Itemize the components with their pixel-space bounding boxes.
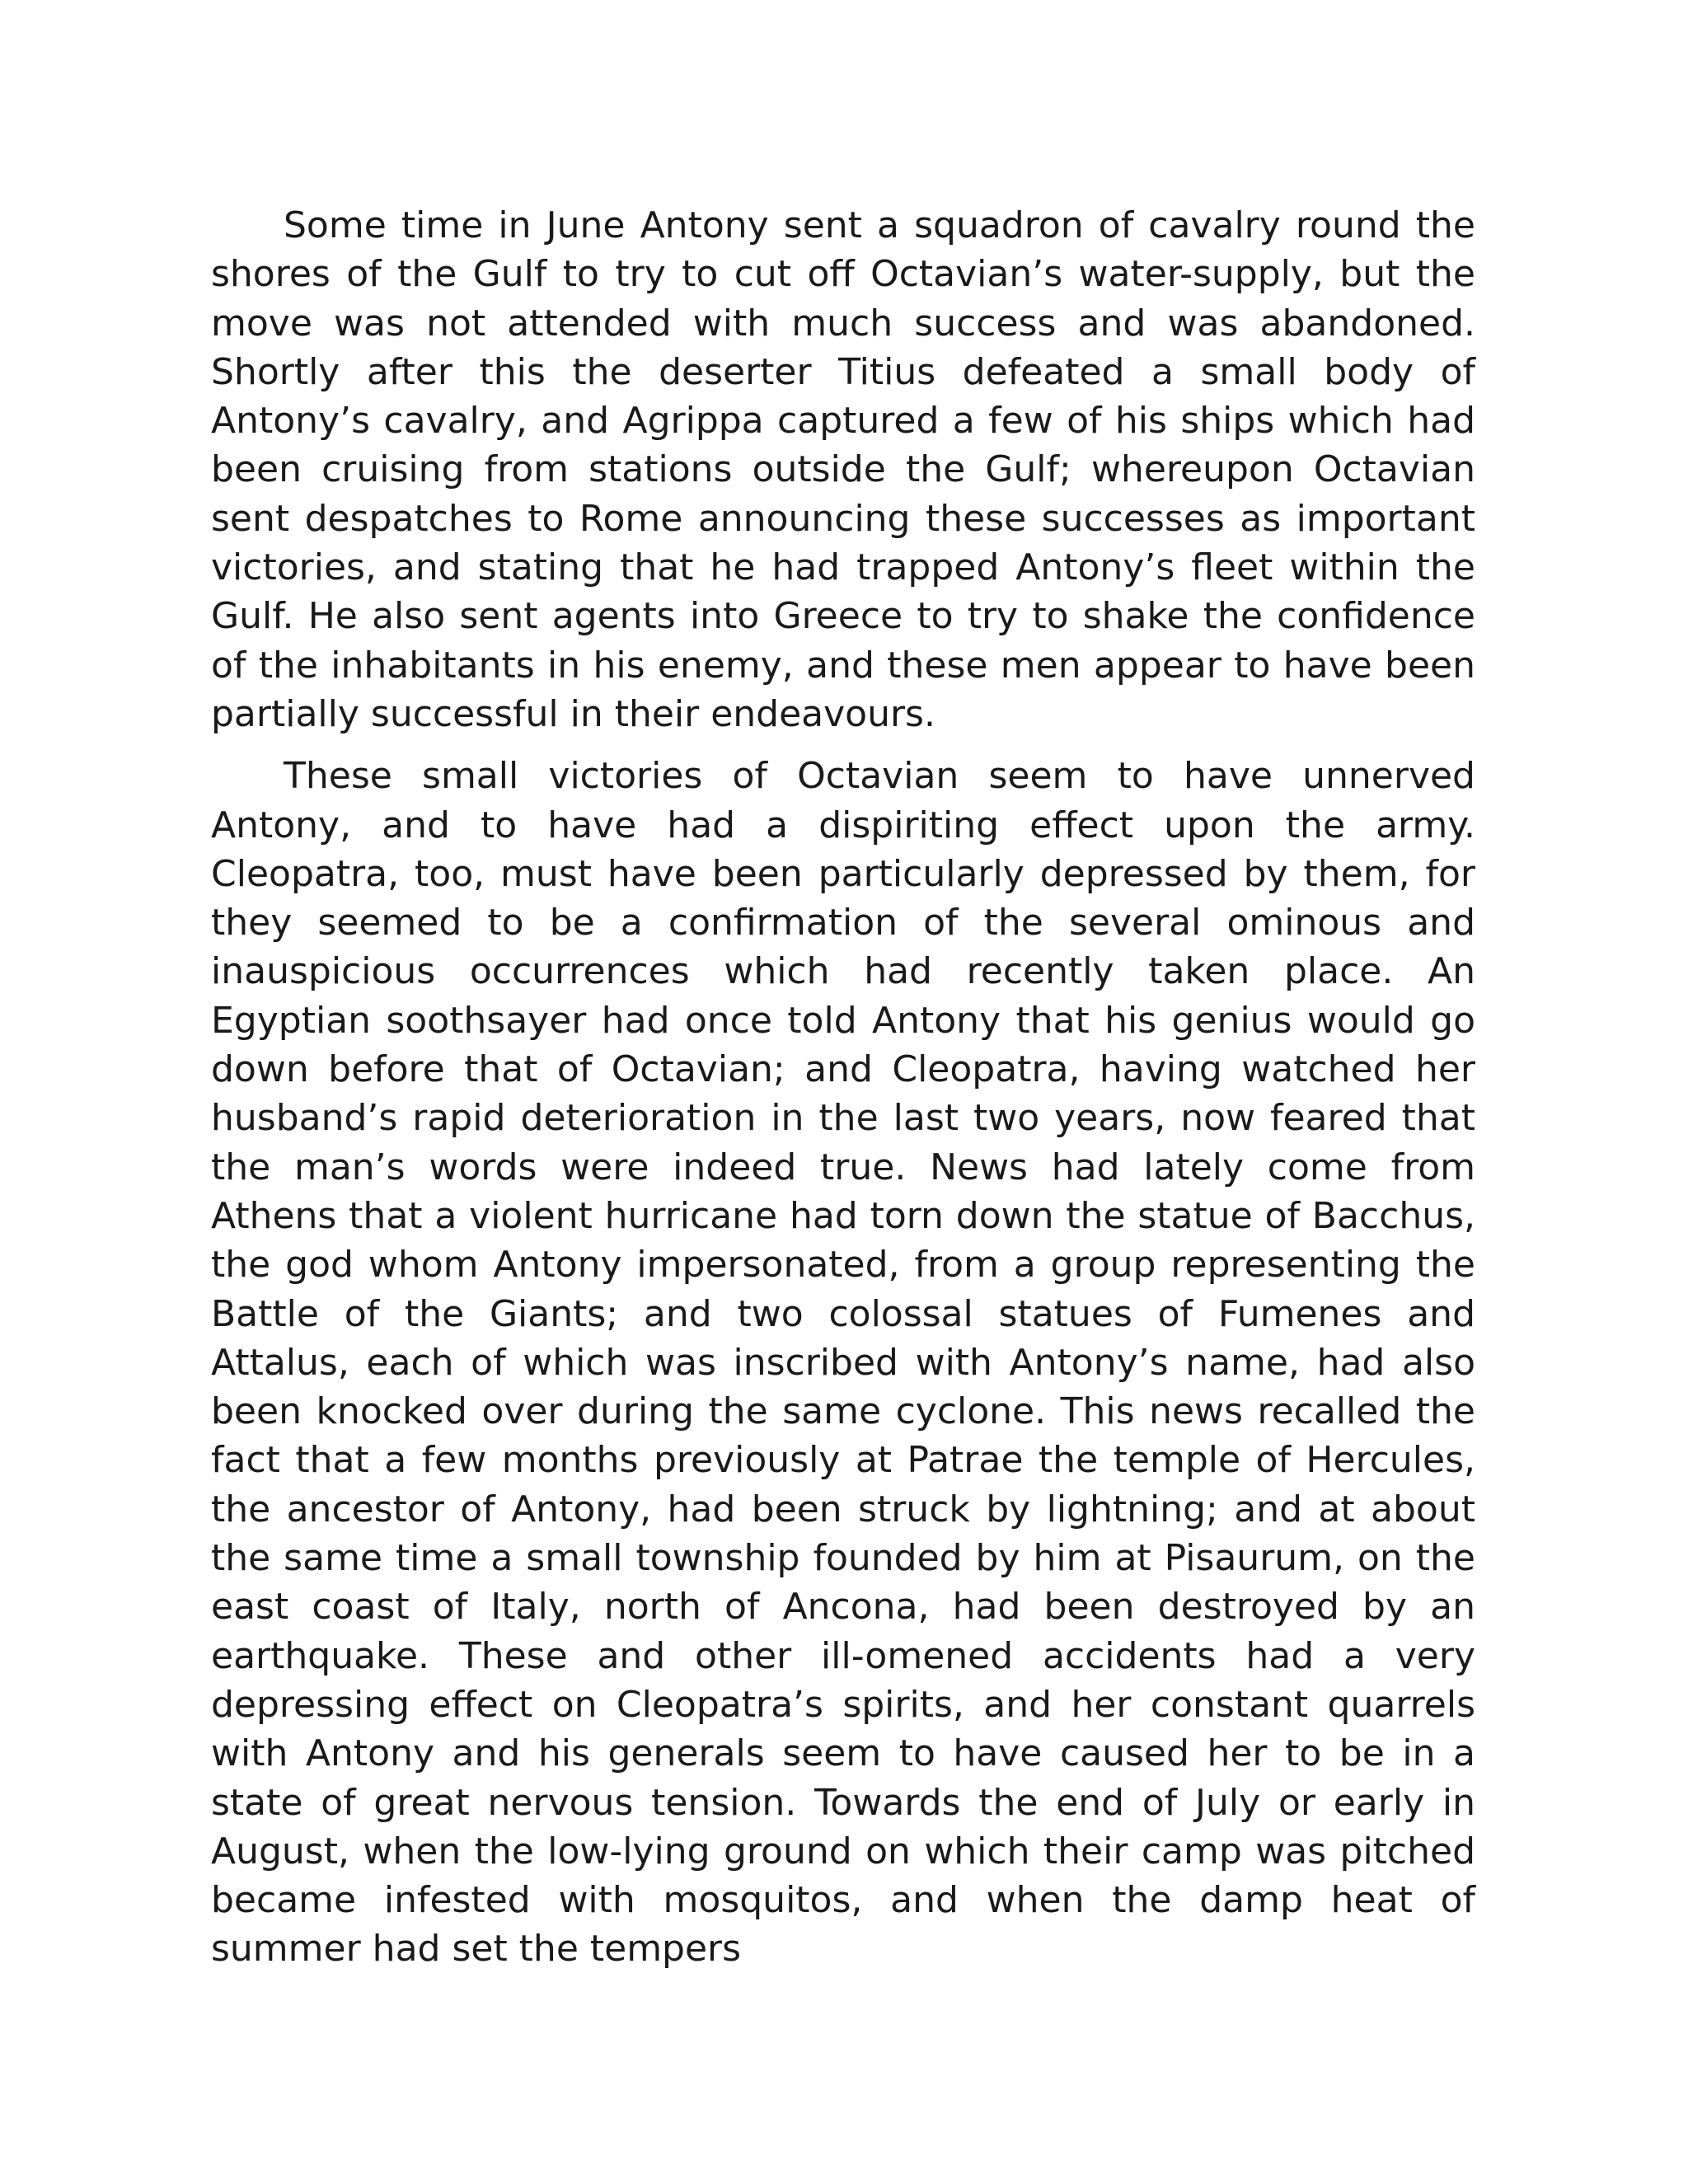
paragraph-1: Some time in June Antony sent a squadron of cavalry round the shores of the Gulf to try to cut off Octavian’s water-supply, but the move was not attended with much success and was abandoned. Shortly after this the deserter Titius defeated a small body of Antony’s cavalry, and Agrippa captured a few of his ships which had been cruising from stations outside the Gulf; whereupon Octavian sent despatches to Rome announcing these successes as important victories, and stating that he had trapped Antony’s fleet within the Gulf. He also sent agents into Greece to try to shake the confidence of the inhabitants in his enemy, and these men appear to have been partially successful in their endeavours.	[211, 204, 1475, 735]
paragraph-2: These small victories of Octavian seem to have unnerved Antony, and to have had a dispiriting effect upon the army. Cleopatra, too, must have been particularly depressed by them, for they seemed to be a confirmation of the several ominous and inauspicious occurrences which had recently taken place. An Egyptian soothsayer had once told Antony that his genius would go down before that of Octavian; and Cleopatra, having watched her husband’s rapid deterioration in the last two years, now feared that the man’s words were indeed true. News had lately come from Athens that a violent hurricane had torn down the statue of Bacchus, the god whom Antony impersonated, from a group representing the Battle of the Giants; and two colossal statues of Fumenes and Attalus, each of which was inscribed with Antony’s name, had also been knocked over during the same cyclone. This news recalled the fact that a few months previously at Patrae the temple of Hercules, the ancestor of Antony, had been struck by lightning; and at about the same time a small township founded by him at Pisaurum, on the east coast of Italy, north of Ancona, had been destroyed by an earthquake. These and other ill-omened accidents had a very depressing effect on Cleopatra’s spirits, and her constant quarrels with Antony and his generals seem to have caused her to be in a state of great nervous tension. Towards the end of July or early in August, when the low-lying ground on which their camp was pitched became infested with mosquitos, and when the damp heat of summer had set the tempers	[211, 755, 1475, 1971]
body-text	[211, 201, 1475, 1974]
